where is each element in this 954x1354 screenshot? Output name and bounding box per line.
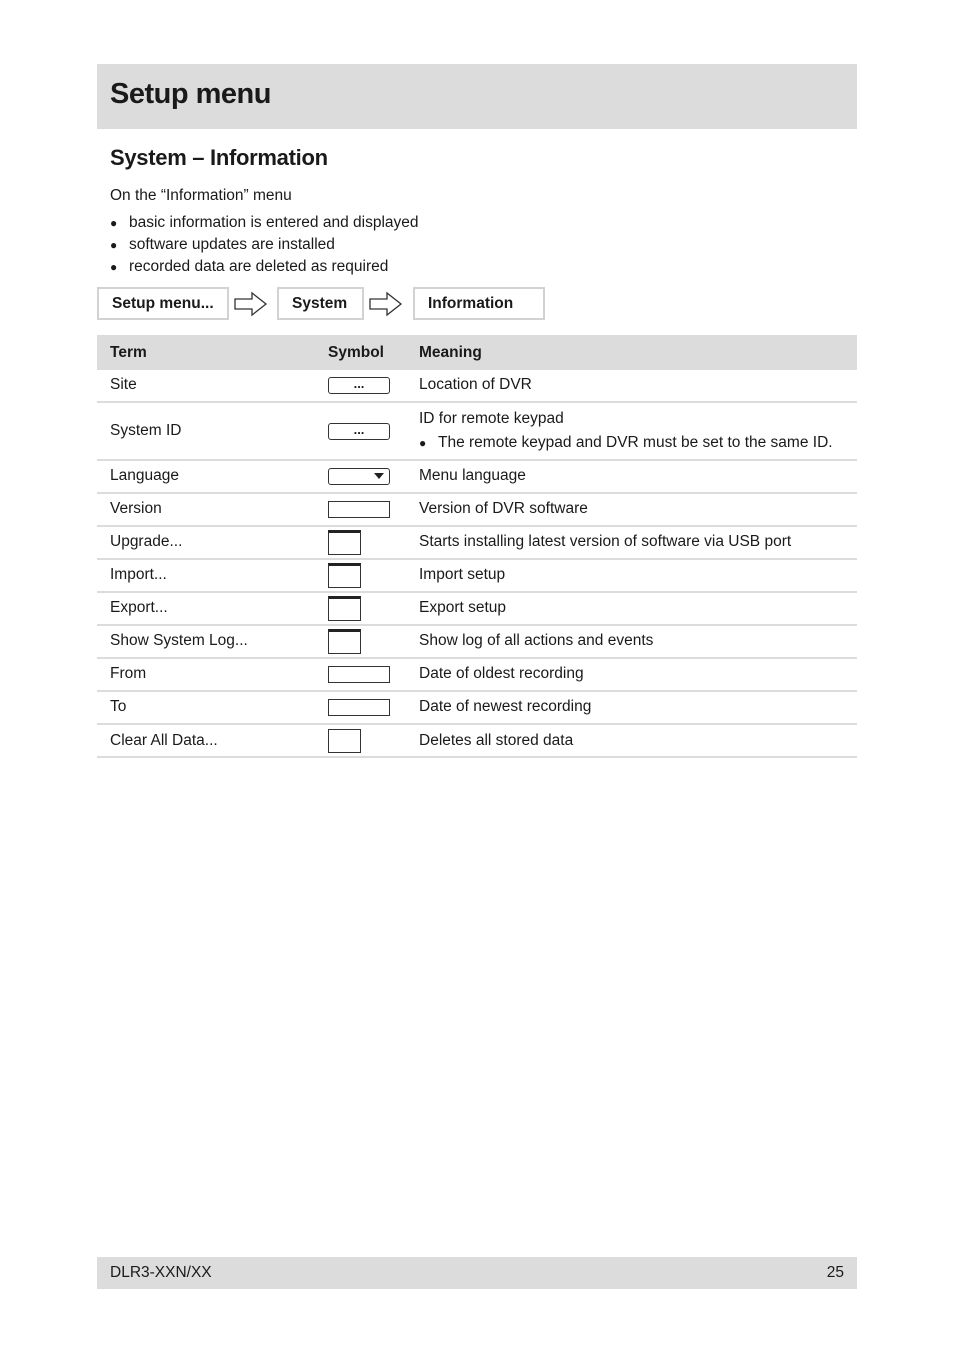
footer-model: DLR3-XXN/XX [110,1264,212,1281]
display-field-symbol [328,666,390,683]
dropdown-symbol [328,468,390,485]
column-header-term: Term [110,344,147,361]
intro-bullet-list [110,212,419,278]
row-meaning: Date of newest recording [419,698,592,715]
header-bar [97,64,857,129]
column-header-symbol: Symbol [328,344,384,361]
breadcrumb-system: System [277,287,364,320]
table-row [97,370,857,403]
bullet-dot-icon: ● [110,216,118,230]
list-item: ● software updates are installed [110,234,419,256]
display-field-symbol [328,699,390,716]
table-row [97,626,857,659]
row-term: From [110,665,147,682]
intro-text: On the “Information” menu [110,187,292,204]
row-meaning: ID for remote keypad ● The remote keypad and DVR must be set to the same ID. [419,410,833,451]
text-field-symbol: ... [328,377,390,394]
bullet-dot-icon: ● [110,238,118,252]
row-term: Export... [110,599,168,616]
row-meaning: Date of oldest recording [419,665,584,682]
table-row [97,659,857,692]
breadcrumb-setup-menu: Setup menu... [97,287,229,320]
table-row [97,725,857,758]
column-header-meaning: Meaning [419,344,482,361]
breadcrumb-information: Information [413,287,545,320]
footer-bar [97,1257,857,1289]
table-row [97,527,857,560]
row-term: Show System Log... [110,632,248,649]
row-meaning: Menu language [419,467,526,484]
row-meaning: Show log of all actions and events [419,632,654,649]
table-row [97,403,857,461]
row-term: Version [110,500,162,517]
table-row [97,494,857,527]
row-term: System ID [110,422,182,439]
table-row [97,461,857,494]
button-symbol [328,596,361,621]
list-item: ● recorded data are deleted as required [110,256,419,278]
button-symbol [328,563,361,588]
table-row [97,560,857,593]
plain-button-symbol [328,729,361,753]
row-meaning: Deletes all stored data [419,732,574,749]
outline-arrow-right-icon [234,291,268,317]
bullet-dot-icon: ● [419,436,427,450]
row-meaning: Version of DVR software [419,500,588,517]
row-meaning-note: ● The remote keypad and DVR must be set to the same ID. [419,434,833,451]
row-term: Upgrade... [110,533,183,550]
table-row [97,692,857,725]
button-symbol [328,530,361,555]
row-term: Clear All Data... [110,732,218,749]
section-title: System – Information [110,145,328,170]
table-header [97,335,857,370]
row-term: Site [110,376,137,393]
table-row [97,593,857,626]
text-field-symbol: ... [328,423,390,440]
row-meaning: Starts installing latest version of software via USB port [419,533,792,550]
row-meaning: Import setup [419,566,506,583]
row-term: To [110,698,127,715]
row-term: Language [110,467,179,484]
bullet-dot-icon: ● [110,260,118,274]
triangle-down-icon [374,473,384,480]
row-meaning: Location of DVR [419,376,532,393]
page-number: 25 [826,1264,844,1281]
outline-arrow-right-icon [369,291,403,317]
row-term: Import... [110,566,167,583]
list-item: ● basic information is entered and displayed [110,212,419,234]
display-field-symbol [328,501,390,518]
button-symbol [328,629,361,654]
row-meaning: Export setup [419,599,507,616]
information-table [97,335,857,758]
page-title: Setup menu [110,78,271,110]
